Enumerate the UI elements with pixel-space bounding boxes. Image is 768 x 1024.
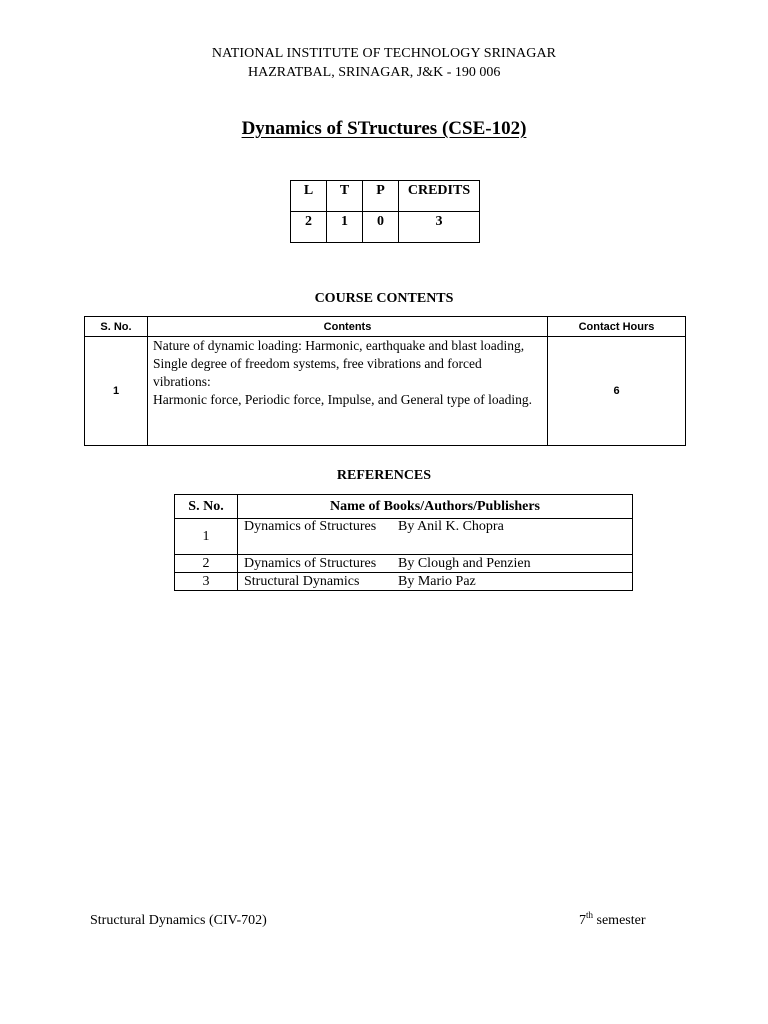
course-contents-table bbox=[84, 316, 686, 446]
ltpc-table bbox=[290, 180, 480, 243]
course-contents-header-row bbox=[85, 317, 686, 337]
reference-book bbox=[238, 573, 633, 591]
institute-address: HAZRATBAL, SRINAGAR, J&K - 190 006 bbox=[248, 65, 501, 80]
row-contents bbox=[148, 337, 548, 446]
ltpc-value-l: 2 bbox=[291, 212, 327, 243]
institute-name: NATIONAL INSTITUTE OF TECHNOLOGY SRINAGAR bbox=[211, 46, 557, 61]
reference-author: By Clough and Penzien bbox=[398, 556, 531, 571]
course-title-text: Dynamics of STructures (CSE-102) bbox=[241, 118, 527, 139]
column-header-contents: Contents bbox=[148, 317, 548, 337]
references-header-row bbox=[175, 495, 633, 519]
content-line: Nature of dynamic loading: Harmonic, earthquake and blast loading, bbox=[153, 338, 525, 353]
course-title bbox=[0, 118, 768, 140]
reference-sno: 2 bbox=[175, 555, 238, 573]
column-header-sno: S. No. bbox=[85, 317, 148, 337]
table-row bbox=[85, 337, 686, 446]
reference-title: Dynamics of Structures bbox=[244, 519, 377, 534]
semester-number: 7 bbox=[579, 913, 586, 928]
ltpc-header-l: L bbox=[291, 181, 327, 212]
reference-book bbox=[238, 519, 633, 555]
references-heading: REFERENCES bbox=[336, 468, 432, 483]
reference-sno: 1 bbox=[175, 519, 238, 555]
reference-author: By Mario Paz bbox=[398, 574, 476, 589]
ltpc-header-credits: CREDITS bbox=[399, 181, 480, 212]
footer-course-code: Structural Dynamics (CIV-702) bbox=[90, 913, 267, 928]
ltpc-header-row bbox=[291, 181, 480, 212]
semester-word: semester bbox=[596, 913, 646, 928]
ltpc-header-t: T bbox=[327, 181, 363, 212]
table-row bbox=[175, 519, 633, 555]
column-header-contact-hours: Contact Hours bbox=[548, 317, 686, 337]
reference-book bbox=[238, 555, 633, 573]
column-header-sno: S. No. bbox=[175, 495, 238, 519]
content-line: Single degree of freedom systems, free vibrations and forced vibrations: bbox=[153, 356, 482, 389]
ltpc-value-p: 0 bbox=[363, 212, 399, 243]
column-header-books: Name of Books/Authors/Publishers bbox=[238, 495, 633, 519]
semester-suffix: th bbox=[586, 910, 594, 920]
reference-title: Dynamics of Structures bbox=[244, 556, 377, 571]
content-line: Harmonic force, Periodic force, Impulse, and General type of loading. bbox=[153, 392, 532, 407]
ltpc-header-p: P bbox=[363, 181, 399, 212]
table-row bbox=[175, 573, 633, 591]
references-table bbox=[174, 494, 633, 591]
ltpc-value-row bbox=[291, 212, 480, 243]
footer-semester bbox=[579, 910, 646, 929]
course-contents-heading: COURSE CONTENTS bbox=[314, 291, 454, 306]
reference-author: By Anil K. Chopra bbox=[398, 519, 504, 534]
row-sno: 1 bbox=[85, 337, 148, 446]
reference-sno: 3 bbox=[175, 573, 238, 591]
ltpc-value-credits: 3 bbox=[399, 212, 480, 243]
row-contact-hours: 6 bbox=[548, 337, 686, 446]
reference-title: Structural Dynamics bbox=[244, 574, 360, 589]
ltpc-value-t: 1 bbox=[327, 212, 363, 243]
table-row bbox=[175, 555, 633, 573]
